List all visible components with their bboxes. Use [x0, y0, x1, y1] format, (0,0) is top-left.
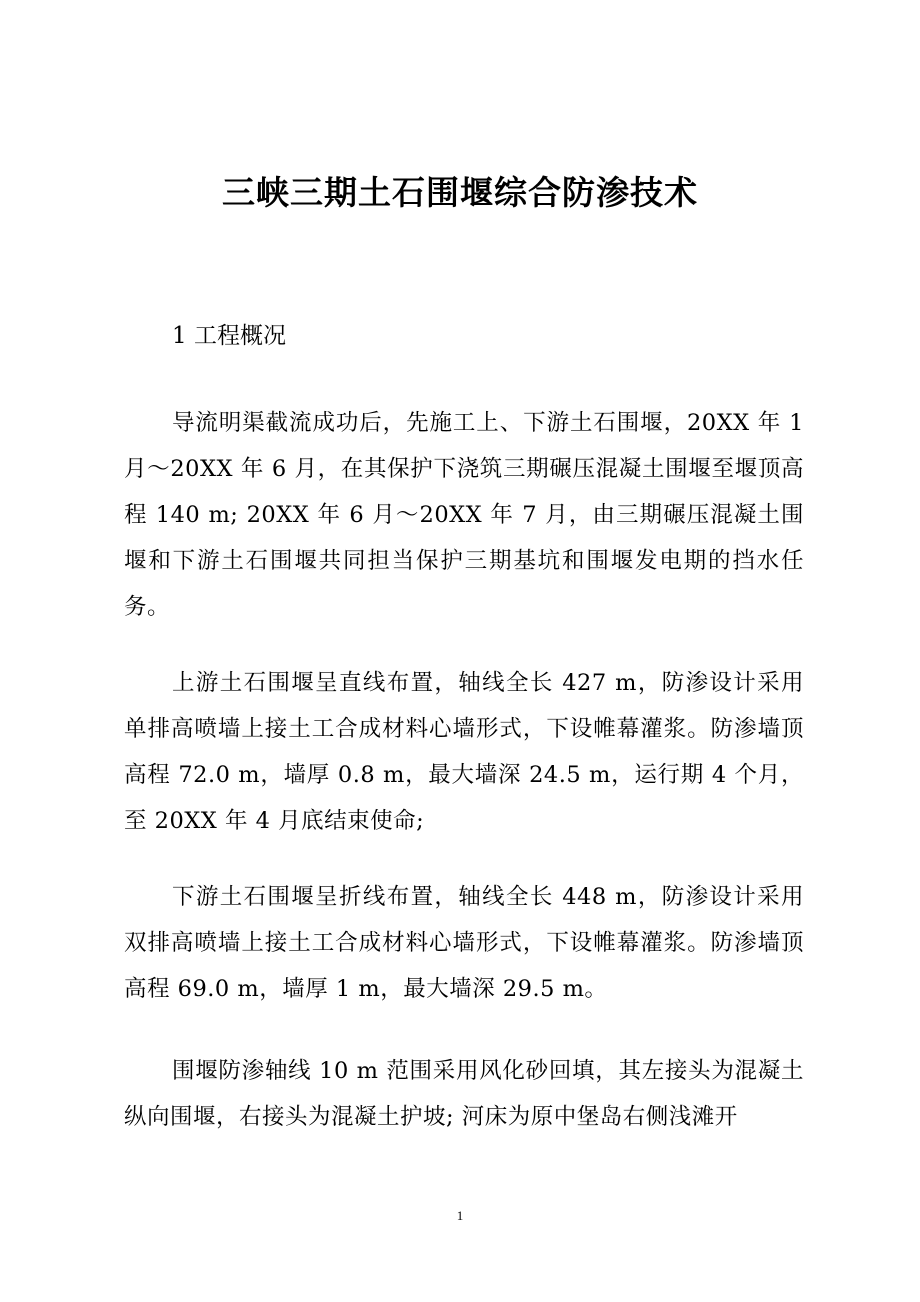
section-heading: 1 工程概况: [172, 323, 286, 349]
paragraph: 下游土石围堰呈折线布置，轴线全长 448 m，防渗设计采用双排高喷墙上接土工合成材料心墙形式，下设帷幕灌浆。防渗墙顶高程 69.0 m，墙厚 1 m，最大墙深 29.5 m。: [124, 884, 804, 1002]
page-number: 1: [456, 1208, 464, 1223]
paragraph: 围堰防渗轴线 10 m 范围采用风化砂回填，其左接头为混凝土纵向围堰，右接头为混凝土护坡; 河床为原中堡岛右侧浅滩开: [124, 1058, 804, 1130]
paragraph: 导流明渠截流成功后，先施工上、下游土石围堰，20XX 年 1 月～20XX 年 6 月，在其保护下浇筑三期碾压混凝土围堰至堰顶高程 140 m; 20XX 年 6 月～20XX 年 7 月，由三期碾压混凝土围堰和下游土石围堰共同担当保护三期基坑和围堰发电期的挡水任务。: [124, 410, 804, 620]
document-title: 三峡三期土石围堰综合防渗技术: [222, 173, 698, 212]
paragraph: 上游土石围堰呈直线布置，轴线全长 427 m，防渗设计采用单排高喷墙上接土工合成材料心墙形式，下设帷幕灌浆。防渗墙顶高程 72.0 m，墙厚 0.8 m，最大墙深 24.5 m，运行期 4 个月，至 20XX 年 4 月底结束使命;: [124, 670, 804, 834]
